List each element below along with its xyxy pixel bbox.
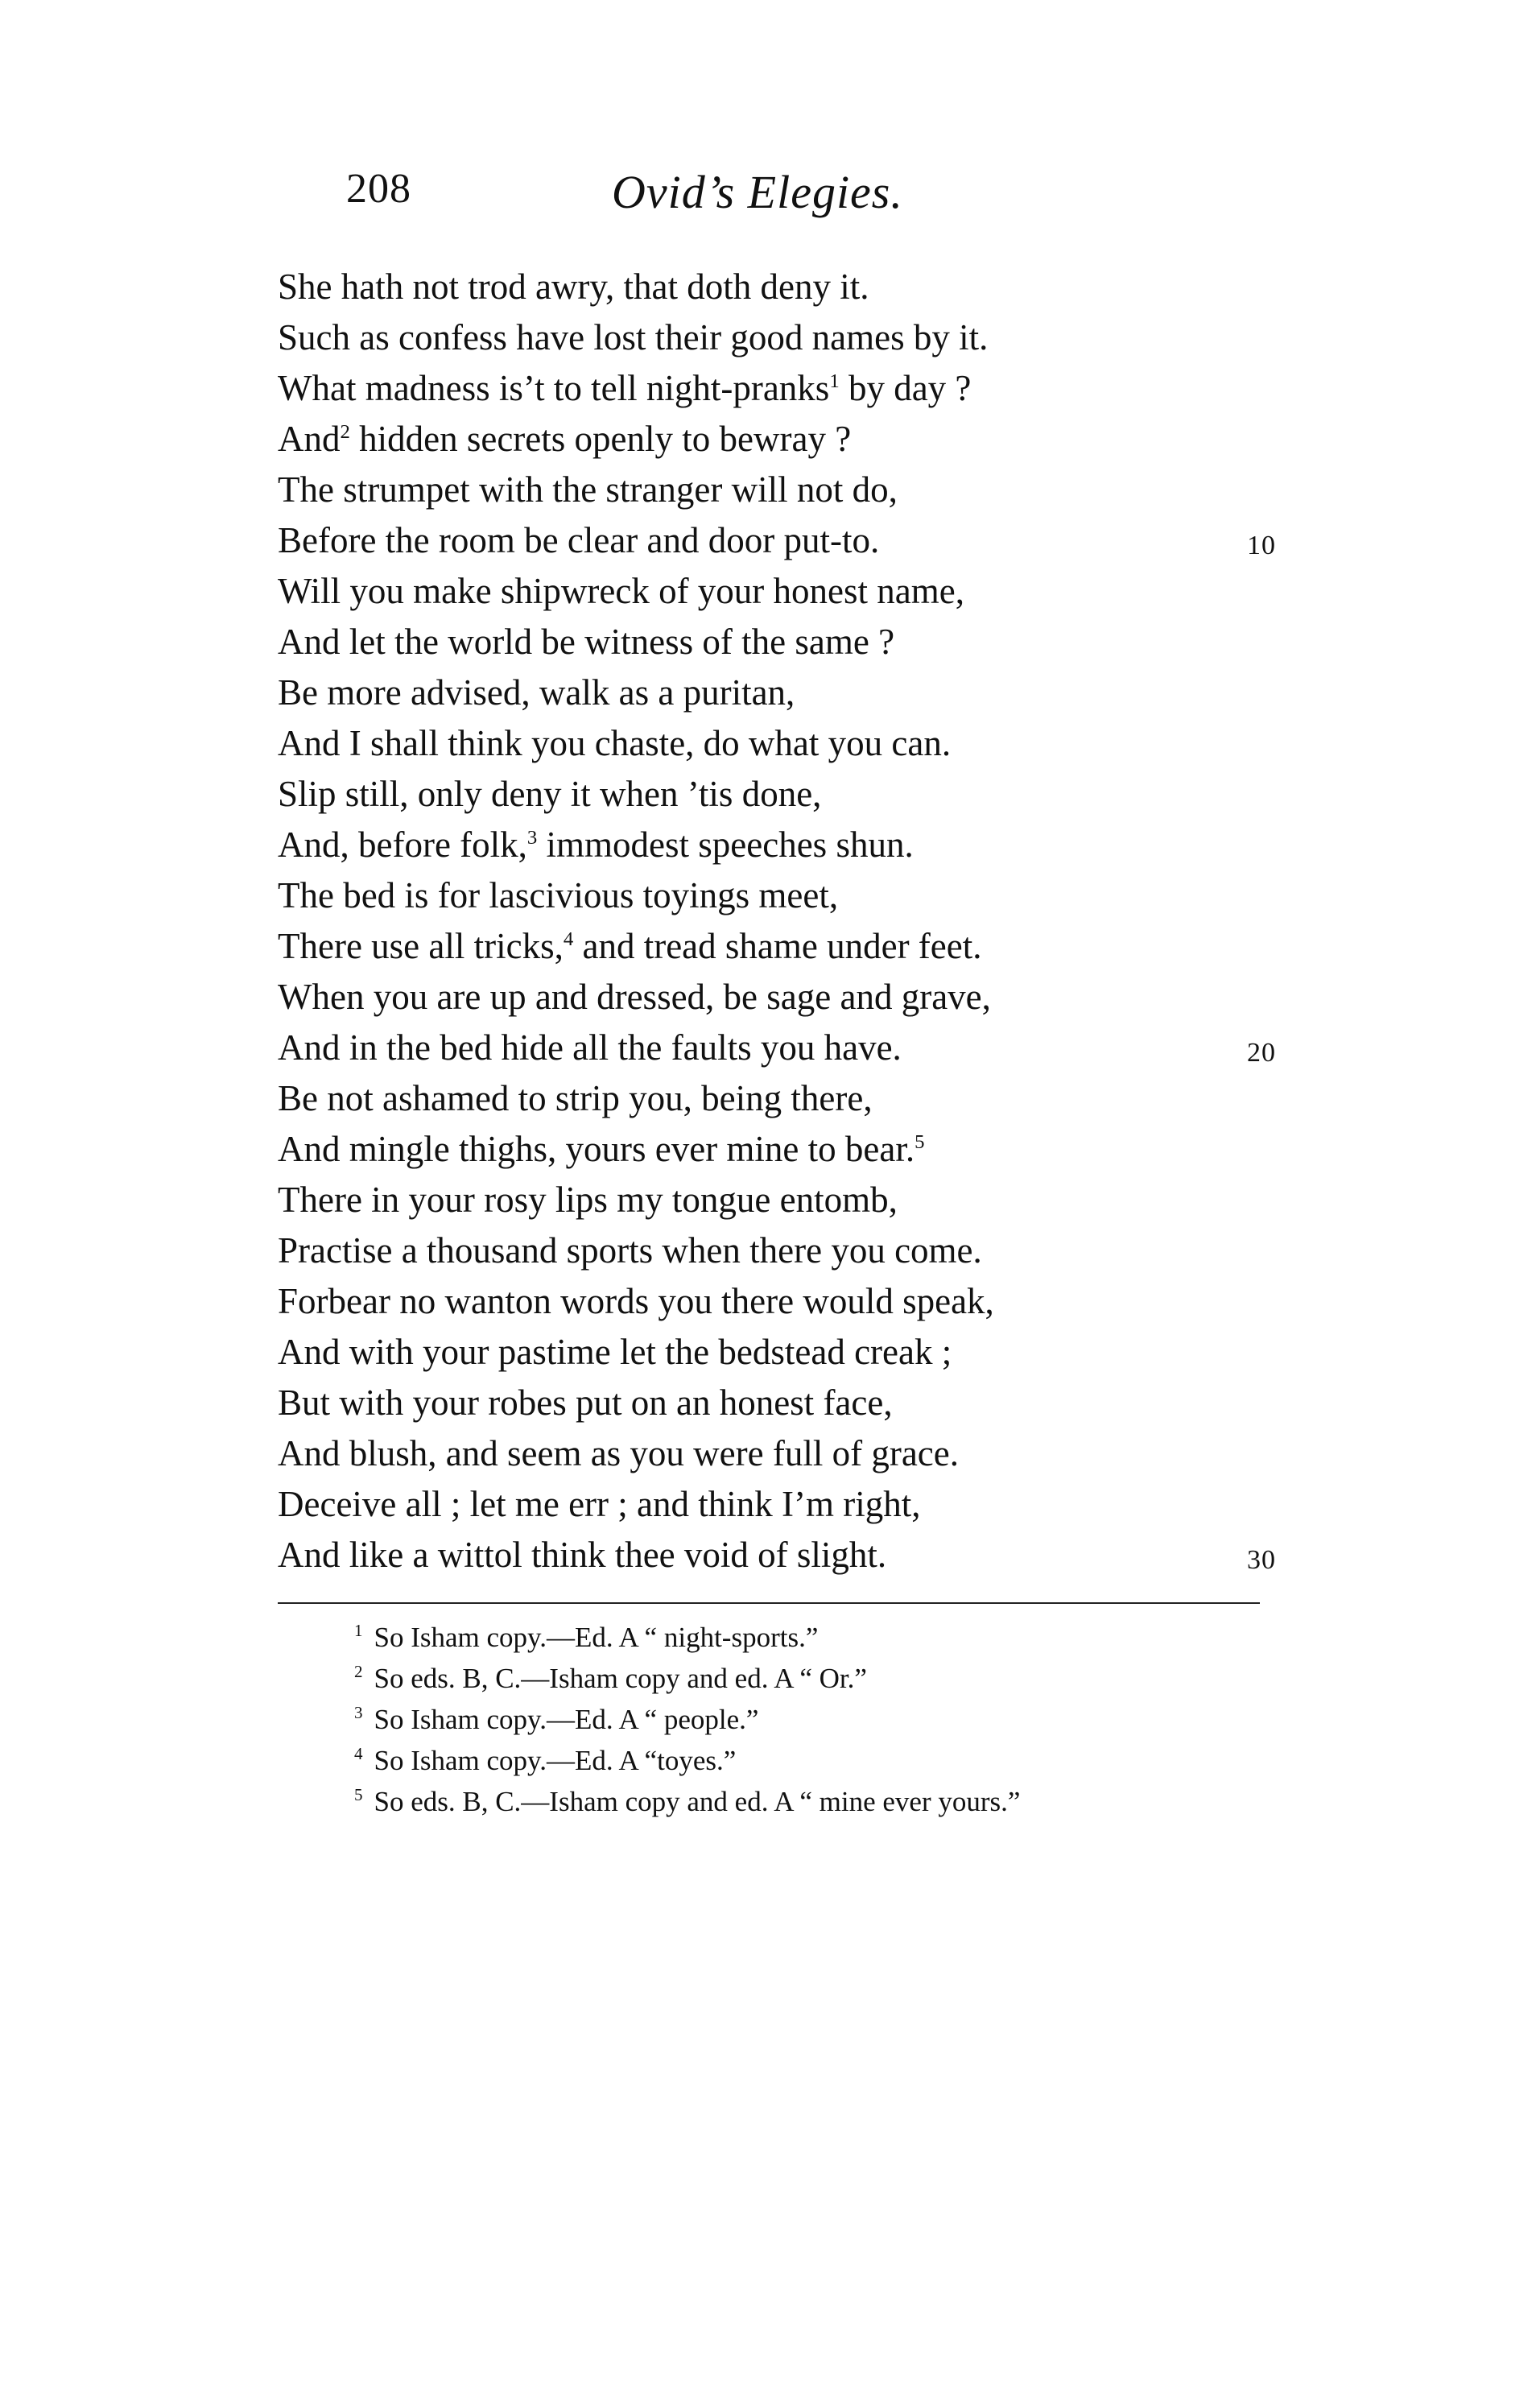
- footnote: [354, 1781, 1256, 1822]
- poem-line: [278, 1175, 1276, 1225]
- poem-line-segment: And mingle thighs, yours ever mine to bear.: [278, 1129, 915, 1169]
- poem-line-text: [278, 368, 971, 408]
- poem-line-segment: Be more advised, walk as a puritan,: [278, 672, 795, 713]
- poem-line: [278, 1023, 1276, 1073]
- poem-line: [278, 465, 1276, 515]
- poem-line-segment: Before the room be clear and door put-to.: [278, 520, 880, 560]
- poem-line: [278, 667, 1276, 718]
- poem-line-segment: Forbear no wanton words you there would speak,: [278, 1281, 994, 1321]
- footnote: [354, 1740, 1256, 1781]
- poem-line-text: [278, 1535, 886, 1575]
- poem-line-segment: by day ?: [839, 368, 972, 408]
- poem-line-segment: What madness is’t to tell night-pranks: [278, 368, 830, 408]
- line-number: 20: [1247, 1038, 1276, 1068]
- poem-line: [278, 1073, 1276, 1124]
- poem-line-text: [278, 1129, 924, 1169]
- footnotes: [354, 1617, 1256, 1822]
- poem-line-segment: Slip still, only deny it when ’tis done,: [278, 774, 822, 814]
- poem-line-text: [278, 1433, 959, 1473]
- poem-line: [278, 769, 1276, 820]
- poem-line-segment: Such as confess have lost their good names by it.: [278, 317, 989, 357]
- line-number: 10: [1247, 531, 1276, 560]
- poem-line-text: [278, 267, 869, 307]
- poem-line-segment: She hath not trod awry, that doth deny it.: [278, 267, 869, 307]
- footnote-marker: 5: [915, 1131, 925, 1153]
- poem-line-segment: Will you make shipwreck of your honest name,: [278, 571, 964, 611]
- poem-line: [278, 414, 1276, 465]
- poem-line-text: [278, 571, 964, 611]
- footnote-text: So Isham copy.—Ed. A “toyes.”: [374, 1745, 737, 1776]
- poem-line-segment: immodest speeches shun.: [537, 824, 914, 865]
- footnote-divider: [278, 1602, 1260, 1604]
- poem-line-segment: And I shall think you chaste, do what you can.: [278, 723, 952, 763]
- poem-line: [278, 515, 1276, 566]
- poem-line-text: [278, 774, 821, 814]
- poem-line: [278, 566, 1276, 617]
- poem-line-text: [278, 1484, 920, 1524]
- poem-line-segment: The strumpet with the stranger will not do,: [278, 469, 898, 510]
- poem-line-segment: There use all tricks,: [278, 926, 564, 966]
- poem-line: [278, 921, 1276, 972]
- poem-line-text: [278, 723, 951, 763]
- poem-line-text: [278, 875, 838, 915]
- poem-line-segment: and tread shame under feet.: [573, 926, 982, 966]
- poem-line-text: [278, 1382, 893, 1423]
- poem-line-segment: But with your robes put on an honest face,: [278, 1382, 893, 1423]
- poem-line-text: [278, 1281, 994, 1321]
- footnote-marker: 1: [829, 370, 840, 392]
- poem-line-segment: And, before folk,: [278, 824, 527, 865]
- poem-line-text: [278, 469, 898, 510]
- poem-line-segment: And let the world be witness of the same ?: [278, 622, 895, 662]
- poem-line-segment: The bed is for lascivious toyings meet,: [278, 875, 839, 915]
- poem-line-text: [278, 926, 982, 966]
- poem-line-segment: And like a wittol think thee void of slight.: [278, 1535, 887, 1575]
- footnote-marker: 4: [563, 928, 574, 950]
- footnote-number: 1: [354, 1621, 363, 1641]
- poem-line-segment: hidden secrets openly to bewray ?: [349, 419, 852, 459]
- poem-line-text: [278, 1230, 982, 1271]
- footnote-text: So Isham copy.—Ed. A “ night-sports.”: [374, 1622, 819, 1653]
- page-header: [346, 165, 1232, 229]
- poem-line: [278, 870, 1276, 921]
- poem-line: [278, 718, 1276, 769]
- poem-line-segment: Practise a thousand sports when there you come.: [278, 1230, 982, 1271]
- page-number: 208: [346, 166, 411, 212]
- poem-line: [278, 1225, 1276, 1276]
- footnote: [354, 1658, 1256, 1699]
- footnote: [354, 1699, 1256, 1740]
- poem-line-text: [278, 520, 879, 560]
- poem-line-text: [278, 824, 914, 865]
- footnote-text: So eds. B, C.—Isham copy and ed. A “ Or.”: [374, 1663, 867, 1694]
- poem-line: [278, 1327, 1276, 1378]
- footnote: [354, 1617, 1256, 1658]
- poem-line-segment: When you are up and dressed, be sage and grave,: [278, 977, 991, 1017]
- poem-line-segment: Be not ashamed to strip you, being there,: [278, 1078, 873, 1118]
- poem-line: [278, 312, 1276, 363]
- poem-line-segment: And blush, and seem as you were full of grace.: [278, 1433, 959, 1473]
- poem-line: [278, 1428, 1276, 1479]
- poem-line-text: [278, 419, 851, 459]
- poem-line-segment: And with your pastime let the bedstead creak ;: [278, 1332, 952, 1372]
- poem-line: [278, 1479, 1276, 1530]
- poem-line: [278, 1124, 1276, 1175]
- poem-line-segment: And in the bed hide all the faults you have.: [278, 1027, 902, 1068]
- footnote-number: 4: [354, 1744, 363, 1764]
- poem-line-text: [278, 317, 988, 357]
- poem-line-text: [278, 1332, 952, 1372]
- footnote-number: 5: [354, 1785, 363, 1805]
- footnote-number: 3: [354, 1703, 363, 1723]
- poem-line-text: [278, 1027, 902, 1068]
- poem-body: [278, 262, 1276, 1581]
- footnote-text: So Isham copy.—Ed. A “ people.”: [374, 1704, 759, 1735]
- poem-line-text: [278, 672, 795, 713]
- poem-line-segment: And: [278, 419, 341, 459]
- poem-line: [278, 972, 1276, 1023]
- footnote-marker: 2: [340, 421, 350, 443]
- poem-line-text: [278, 622, 894, 662]
- poem-line: [278, 1378, 1276, 1428]
- poem-line-text: [278, 1078, 873, 1118]
- poem-line: [278, 363, 1276, 414]
- poem-line: [278, 1276, 1276, 1327]
- poem-line: [278, 1530, 1276, 1581]
- poem-line-segment: There in your rosy lips my tongue entomb,: [278, 1180, 898, 1220]
- poem-line-text: [278, 1180, 898, 1220]
- poem-line-text: [278, 977, 991, 1017]
- poem-line: [278, 262, 1276, 312]
- running-title: Ovid’s Elegies.: [612, 166, 903, 218]
- poem-line: [278, 820, 1276, 870]
- poem-line-segment: Deceive all ; let me err ; and think I’m right,: [278, 1484, 921, 1524]
- line-number: 30: [1247, 1545, 1276, 1575]
- footnote-number: 2: [354, 1662, 363, 1682]
- footnote-marker: 3: [526, 827, 538, 849]
- footnote-text: So eds. B, C.—Isham copy and ed. A “ mine ever yours.”: [374, 1786, 1021, 1817]
- poem-line: [278, 617, 1276, 667]
